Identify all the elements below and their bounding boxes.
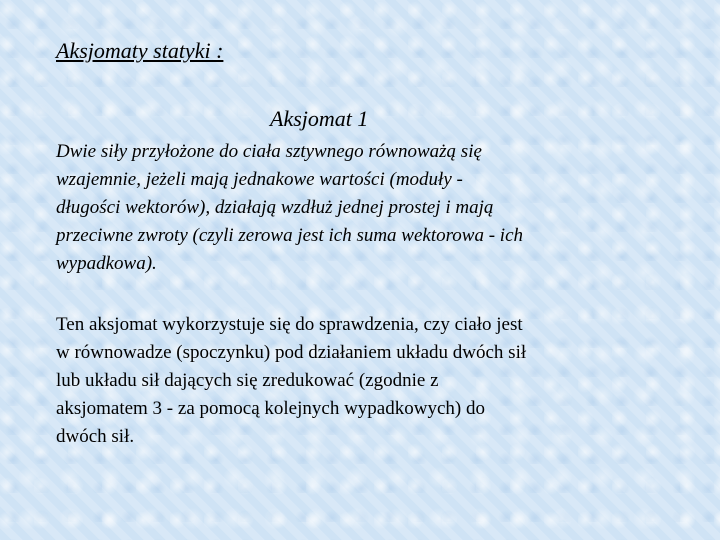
paragraph-line: lub układu sił dających się zredukować (zgodnie z: [56, 370, 439, 391]
paragraph-line: przeciwne zwroty (czyli zerowa jest ich suma wektorowa - ich: [56, 225, 524, 246]
paragraph-line: Ten aksjomat wykorzystuje się do sprawdzenia, czy ciało jest: [56, 314, 523, 335]
axiom-definition-paragraph: [56, 138, 666, 278]
paragraph-line: aksjomatem 3 - za pomocą kolejnych wypadkowych) do: [56, 398, 485, 419]
axiom-application-paragraph: [56, 311, 666, 451]
slide-title: Aksjomaty statyki :: [56, 38, 224, 63]
paragraph-line: wypadkowa).: [56, 253, 157, 274]
paragraph-line: w równowadze (spoczynku) pod działaniem układu dwóch sił: [56, 342, 527, 363]
paragraph-line: długości wektorów), działają wzdłuż jednej prostej i mają: [56, 197, 494, 218]
paragraph-line: dwóch sił.: [56, 426, 135, 447]
paragraph-line: Dwie siły przyłożone do ciała sztywnego równoważą się: [56, 141, 482, 162]
paragraph-line: wzajemnie, jeżeli mają jednakowe wartości (moduły -: [56, 169, 463, 190]
axiom-heading: Aksjomat 1: [270, 106, 369, 131]
